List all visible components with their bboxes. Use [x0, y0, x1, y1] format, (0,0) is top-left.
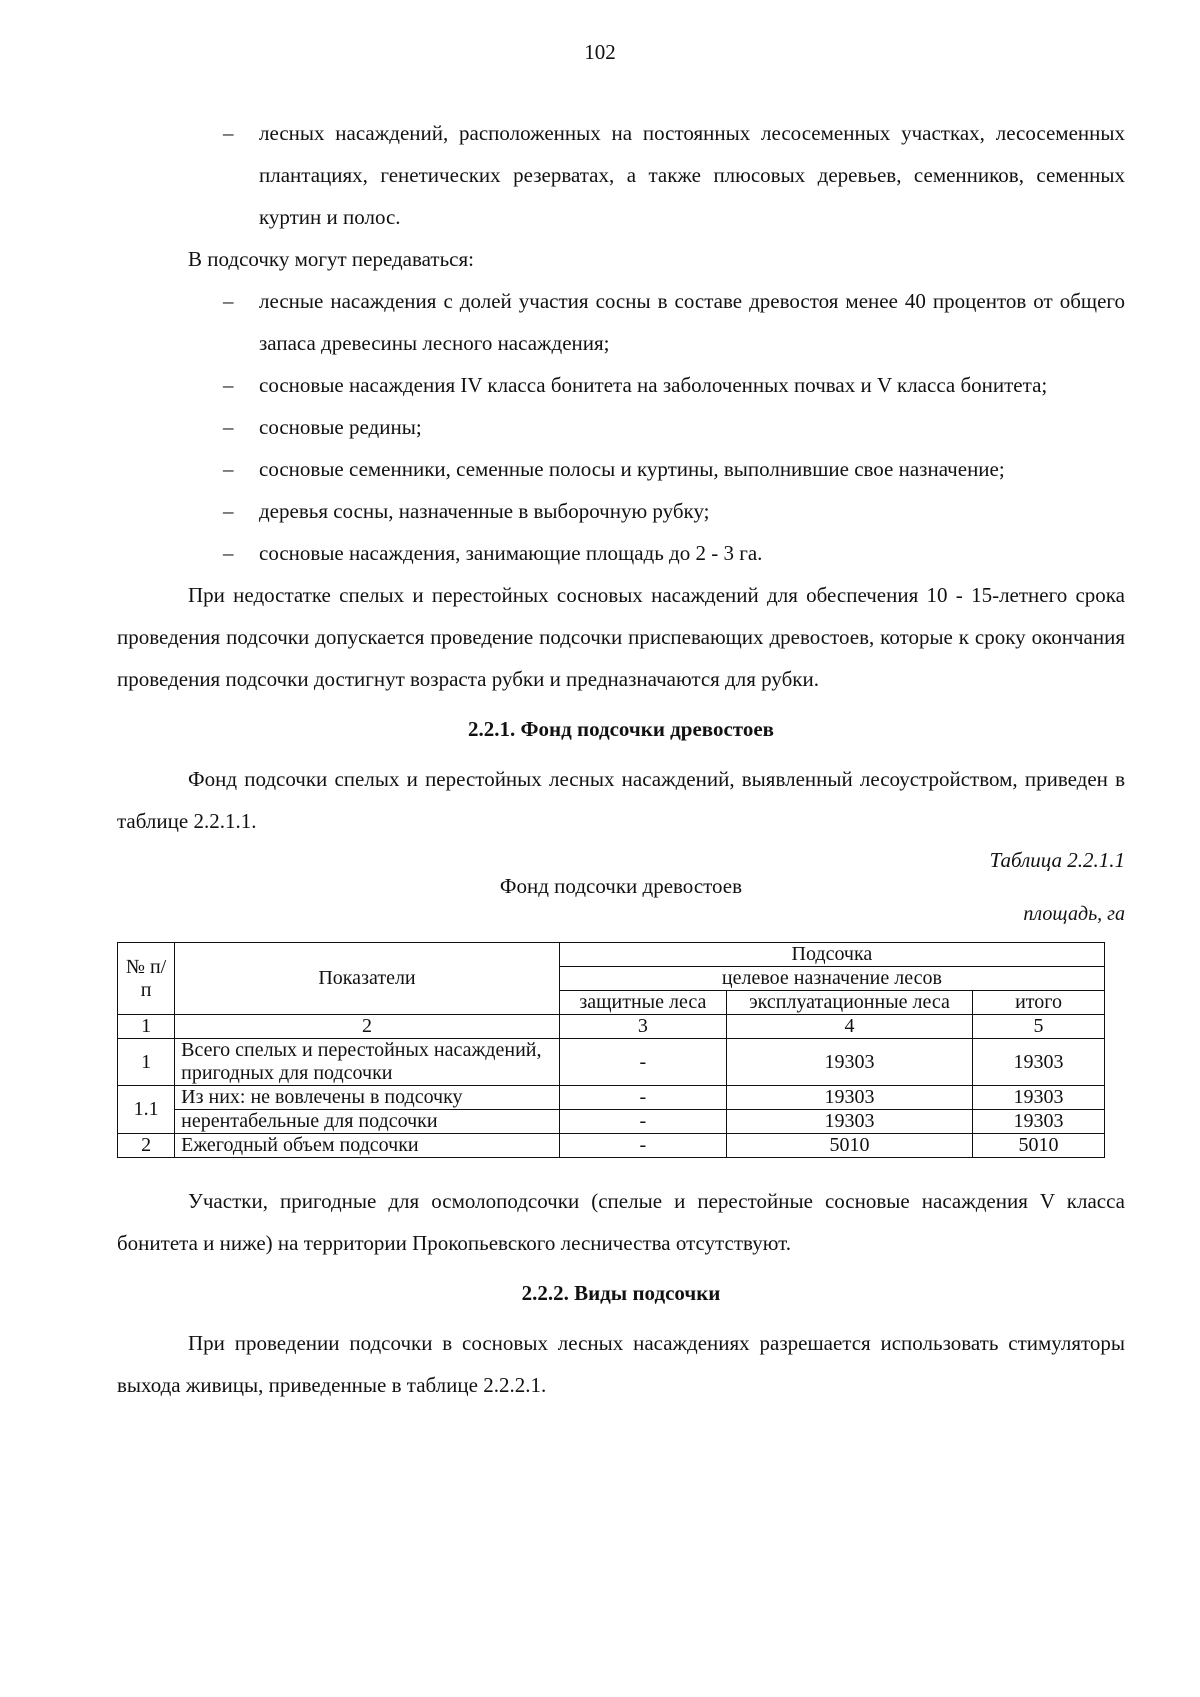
table-row [118, 1039, 1105, 1086]
dash-marker: – [223, 415, 234, 439]
table-title: Фонд подсочки древостоев [499, 874, 743, 898]
table-row [118, 1110, 1105, 1134]
list-item-text: лесных насаждений, расположенных на постоянных лесосеменных участках, лесосеменных плантациях, генетических резерватах, а также плюсовых деревьев, семенников, семенных куртин и полос. [259, 121, 1125, 229]
list-item [117, 364, 1125, 406]
table-unit: площадь, га [1023, 903, 1125, 925]
table-cell: Ежегодный объем подсочки [175, 1134, 560, 1158]
table-cell: Всего спелых и перестойных насаждений, пригодных для подсочки [175, 1039, 560, 1086]
table-cell: 2 [118, 1134, 175, 1158]
table-cell: 19303 [973, 1086, 1105, 1110]
table-cell: нерентабельные для подсочки [175, 1110, 560, 1134]
table-header-row [118, 943, 1105, 967]
table-cell: 5010 [726, 1134, 972, 1158]
list-item [117, 280, 1125, 364]
table-cell: 1 [118, 1015, 175, 1039]
list-item [117, 406, 1125, 448]
section-heading-types: 2.2.2. Виды подсочки [521, 1281, 721, 1305]
table-cell: 1 [118, 1039, 175, 1086]
page-number: 102 [584, 40, 616, 64]
header-total: итого [973, 991, 1105, 1015]
list-item-text: деревья сосны, назначенные в выборочную рубку; [259, 499, 710, 523]
paragraph-stimulators: При проведении подсочки в сосновых лесных насаждениях разрешается использовать стимуляторы выхода живицы, приведенные в таблице 2.2.2.1. [117, 1331, 1125, 1397]
table-cell: 19303 [726, 1110, 972, 1134]
dash-marker: – [223, 499, 234, 523]
table-cell: 19303 [973, 1110, 1105, 1134]
table-cell: - [559, 1039, 726, 1086]
header-subgroup: целевое назначение лесов [559, 967, 1104, 991]
header-protective: защитные леса [559, 991, 726, 1015]
dash-marker: – [223, 373, 234, 397]
table-cell: - [559, 1134, 726, 1158]
table-cell: - [559, 1086, 726, 1110]
list-item-text: сосновые семенники, семенные полосы и куртины, выполнившие свое назначение; [259, 457, 1005, 481]
list-item-text: сосновые насаждения, занимающие площадь до 2 - 3 га. [259, 541, 763, 565]
list-item [117, 448, 1125, 490]
header-group: Подсочка [559, 943, 1104, 967]
table-numbering-row [118, 1015, 1105, 1039]
dash-marker: – [223, 541, 234, 565]
table-cell: 19303 [726, 1039, 972, 1086]
table-cell: 19303 [973, 1039, 1105, 1086]
list-item-text: сосновые насаждения IV класса бонитета на заболоченных почвах и V класса бонитета; [259, 373, 1048, 397]
paragraph-harvest-note: При недостатке спелых и перестойных сосновых насаждений для обеспечения 10 - 15-летнего срока проведения подсочки допускается проведение подсочки приспевающих древостоев, которые к сроку окончания проведения подсочки достигнут возраста рубки и предназначаются для рубки. [117, 583, 1125, 691]
list-item-text: сосновые редины; [259, 415, 422, 439]
dash-marker: – [223, 121, 234, 145]
table-cell: - [559, 1110, 726, 1134]
list-item [117, 532, 1125, 574]
table-cell: 3 [559, 1015, 726, 1039]
table-cell: 1.1 [118, 1086, 175, 1134]
list-item [117, 112, 1125, 238]
list-item [117, 490, 1125, 532]
fund-table [117, 942, 1105, 1158]
table-row [118, 1134, 1105, 1158]
section-heading-fund: 2.2.1. Фонд подсочки древостоев [467, 717, 775, 741]
table-cell: 19303 [726, 1086, 972, 1110]
table-label: Таблица 2.2.1.1 [989, 848, 1125, 872]
header-indicators: Показатели [175, 943, 560, 1015]
table-cell: 5 [973, 1015, 1105, 1039]
table-cell: Из них: не вовлечены в подсочку [175, 1086, 560, 1110]
table-row [118, 1086, 1105, 1110]
table-cell: 5010 [973, 1134, 1105, 1158]
table-cell: 4 [726, 1015, 972, 1039]
table-cell: 2 [175, 1015, 560, 1039]
page-content [117, 112, 1125, 1406]
dash-marker: – [223, 289, 234, 313]
list-item-text: лесные насаждения с долей участия сосны в составе древостоя менее 40 процентов от общего запаса древесины лесного насаждения; [259, 289, 1125, 355]
header-exploitation: эксплуатационные леса [726, 991, 972, 1015]
header-num: № п/п [118, 943, 175, 1015]
list-intro: В подсочку могут передаваться: [188, 247, 474, 271]
dash-marker: – [223, 457, 234, 481]
paragraph-resin-tapping: Участки, пригодные для осмолоподсочки (спелые и перестойные сосновые насаждения V класса бонитета и ниже) на территории Прокопьевского лесничества отсутствуют. [117, 1189, 1125, 1255]
paragraph-fund-intro: Фонд подсочки спелых и перестойных лесных насаждений, выявленный лесоустройством, приведен в таблице 2.2.1.1. [117, 767, 1125, 833]
